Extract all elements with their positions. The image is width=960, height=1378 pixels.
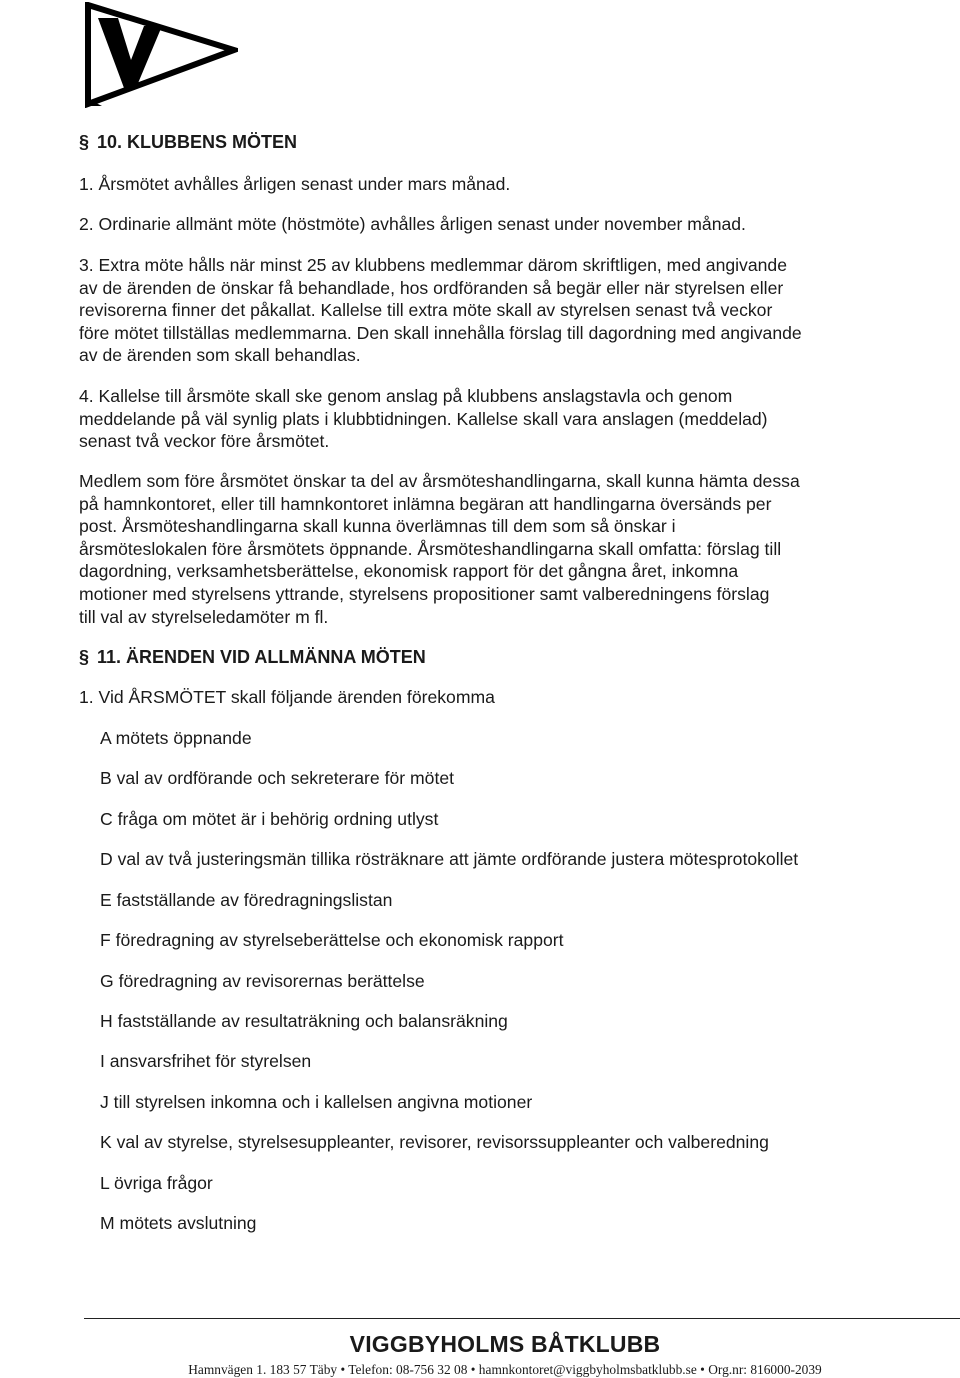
agenda-item: H fastställande av resultaträkning och balansräkning bbox=[100, 1011, 508, 1031]
paragraph-5 bbox=[79, 470, 800, 628]
paragraph-3-line: före mötet tillställas medlemmarna. Den skall innehålla förslag till dagordning med angivande bbox=[79, 322, 802, 343]
pennant-logo-icon bbox=[84, 2, 238, 108]
footer-club-name: VIGGBYHOLMS BÅTKLUBB bbox=[349, 1331, 661, 1357]
paragraph-sign: § bbox=[79, 647, 90, 667]
paragraph-3-line: 3. Extra möte hålls när minst 25 av klubbens medlemmar därom skriftligen, med angivande bbox=[79, 255, 787, 275]
section-11-heading bbox=[79, 646, 426, 669]
paragraph-3 bbox=[79, 254, 802, 367]
agenda-item: M mötets avslutning bbox=[100, 1213, 257, 1233]
section-10-title: 10. KLUBBENS MÖTEN bbox=[97, 132, 298, 152]
agenda-item: G föredragning av revisorernas berättelse bbox=[100, 971, 425, 991]
agenda-item: I ansvarsfrihet för styrelsen bbox=[100, 1051, 312, 1071]
paragraph-5-line: till val av styrelseledamöter m fl. bbox=[79, 606, 329, 627]
footer-contact: Hamnvägen 1. 183 57 Täby • Telefon: 08-756 32 08 • hamnkontoret@viggbyholmsbatklubb.se • Org.nr: 816000-2039 bbox=[188, 1362, 822, 1377]
paragraph-3-line: revisorerna finner det påkallat. Kallelse till extra möte skall av styrelsen senast två veckor bbox=[79, 300, 773, 321]
paragraph-5-line: på hamnkontoret, eller till hamnkontoret inlämna begäran att handlingarna översänds per bbox=[79, 493, 772, 514]
paragraph-5-line: motioner med styrelsens yttrande, styrelsens propositioner samt valberedningens förslag bbox=[79, 583, 770, 604]
paragraph-sign: § bbox=[79, 132, 90, 152]
footer-divider bbox=[84, 1318, 960, 1319]
agenda-item: J till styrelsen inkomna och i kallelsen angivna motioner bbox=[100, 1092, 533, 1112]
paragraph-5-line: Medlem som före årsmötet önskar ta del av årsmöteshandlingarna, skall kunna hämta dessa bbox=[79, 471, 800, 491]
paragraph-4 bbox=[79, 385, 768, 453]
paragraph-4-line: 4. Kallelse till årsmöte skall ske genom anslag på klubbens anslagstavla och genom bbox=[79, 386, 733, 406]
paragraph-2: 2. Ordinarie allmänt möte (höstmöte) avhålles årligen senast under november månad. bbox=[79, 214, 746, 234]
agenda-item: L övriga frågor bbox=[100, 1173, 213, 1193]
paragraph-3-line: av de ärenden de önskar få behandlade, hos ordföranden så begär eller när styrelsen eller bbox=[79, 277, 784, 298]
agenda-item: D val av två justeringsmän tillika rösträknare att jämte ordförande justera mötesprotokollet bbox=[100, 849, 799, 869]
paragraph-5-line: årsmöteslokalen före årsmötets öppnande. Årsmöteshandlingarna skall omfatta: förslag till bbox=[79, 538, 782, 559]
agenda-item: B val av ordförande och sekreterare för mötet bbox=[100, 768, 455, 788]
agenda-item: E fastställande av föredragningslistan bbox=[100, 890, 393, 910]
agenda-intro: 1. Vid ÅRSMÖTET skall följande ärenden förekomma bbox=[79, 687, 495, 707]
paragraph-5-line: dagordning, verksamhetsberättelse, ekonomisk rapport för det gångna året, inkomna bbox=[79, 561, 739, 582]
paragraph-4-line: meddelande på väl synlig plats i klubbtidningen. Kallelse skall vara anslagen (meddelad) bbox=[79, 408, 768, 429]
paragraph-1: 1. Årsmötet avhålles årligen senast under mars månad. bbox=[79, 174, 511, 194]
paragraph-5-line: post. Årsmöteshandlingarna skall kunna överlämnas till dem som så önskar i bbox=[79, 516, 676, 537]
agenda-item: C fråga om mötet är i behörig ordning utlyst bbox=[100, 809, 439, 829]
agenda-item: K val av styrelse, styrelsesuppleanter, revisorer, revisorssuppleanter och valberedning bbox=[100, 1132, 769, 1152]
section-10-heading bbox=[79, 131, 297, 154]
paragraph-4-line: senast två veckor före årsmötet. bbox=[79, 431, 330, 452]
section-11-title: 11. ÄRENDEN VID ALLMÄNNA MÖTEN bbox=[97, 647, 426, 667]
paragraph-3-line: av de ärenden som skall behandlas. bbox=[79, 345, 361, 366]
agenda-item: F föredragning av styrelseberättelse och ekonomisk rapport bbox=[100, 930, 564, 950]
agenda-item: A mötets öppnande bbox=[100, 728, 252, 748]
